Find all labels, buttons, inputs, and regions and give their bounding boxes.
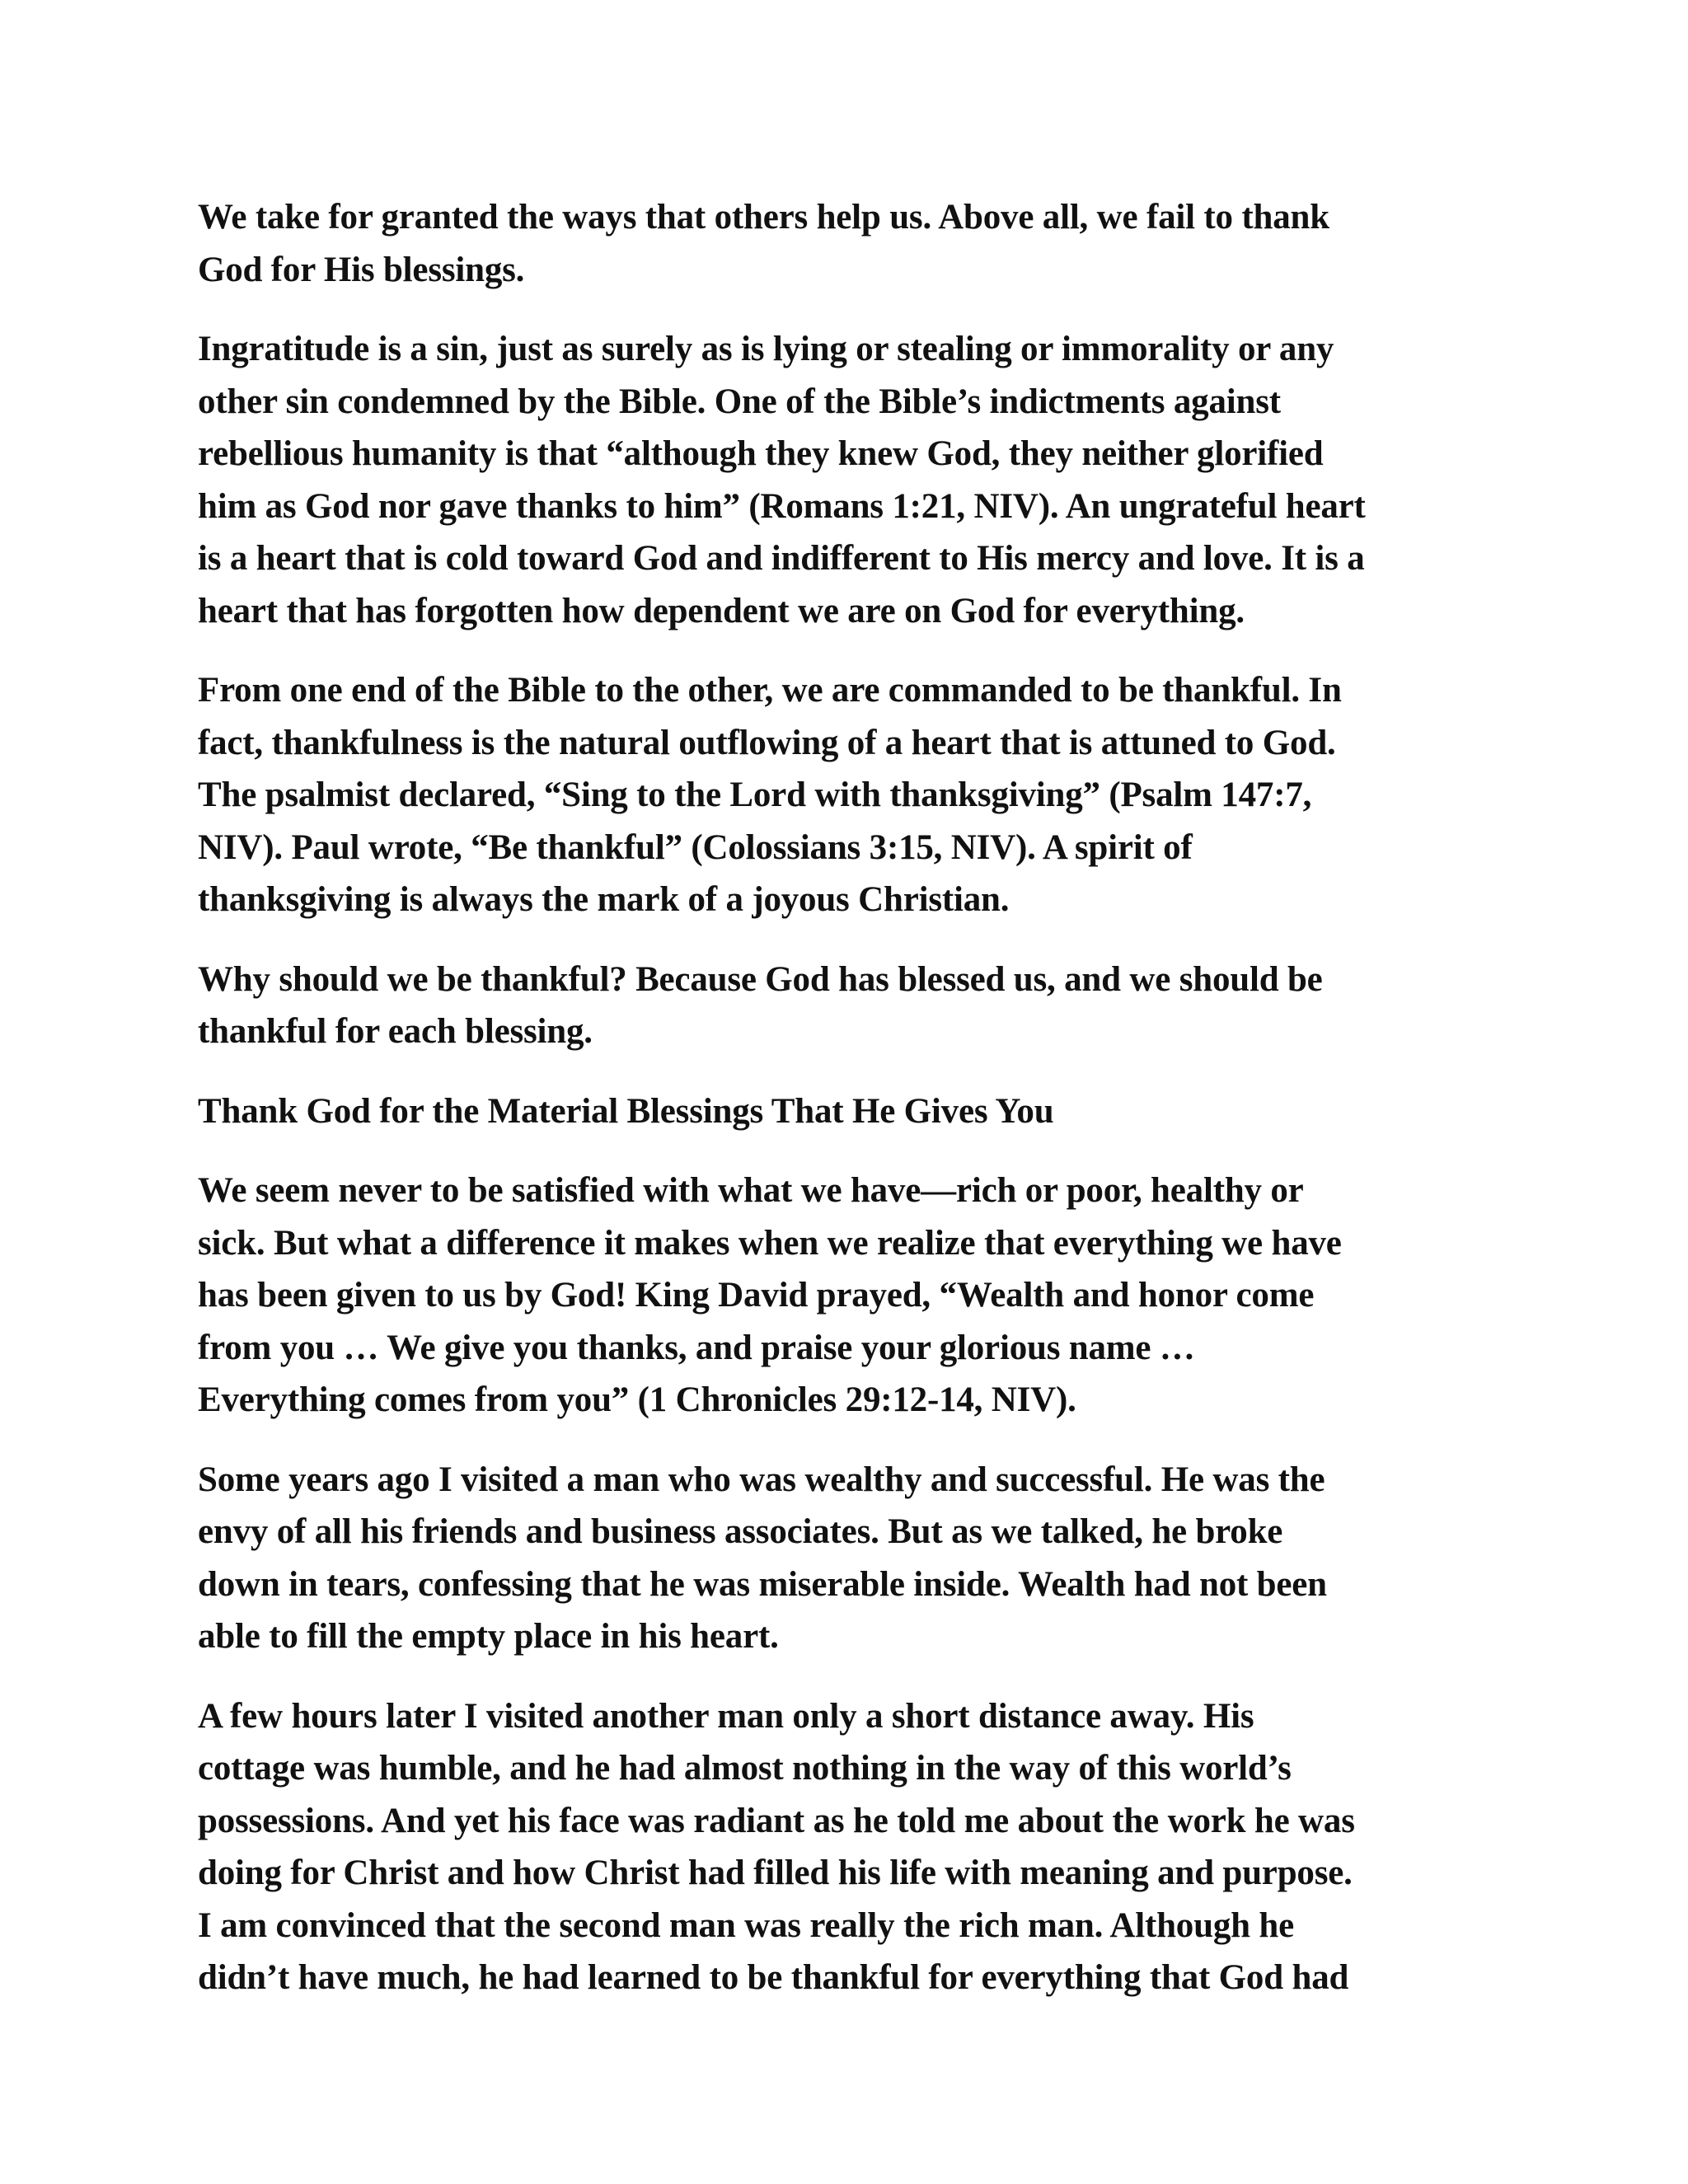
text-line: didn’t have much, he had learned to be thankful for everything that God had — [198, 1958, 1349, 1997]
paragraph-wealthy-man — [198, 1454, 1517, 1663]
paragraph-never-satisfied — [198, 1165, 1517, 1427]
text-line: down in tears, confessing that he was miserable inside. Wealth had not been — [198, 1564, 1327, 1604]
text-line: envy of all his friends and business associates. But as we talked, he broke — [198, 1512, 1283, 1551]
text-line: The psalmist declared, “Sing to the Lord with thanksgiving” (Psalm 147:7, — [198, 776, 1312, 814]
text-line: sick. But what a difference it makes when we realize that everything we have — [198, 1223, 1342, 1263]
text-line: From one end of the Bible to the other, we are commanded to be thankful. In — [198, 671, 1342, 710]
text-line: possessions. And yet his face was radiant as he told me about the work he was — [198, 1801, 1355, 1840]
text-line: thankful for each blessing. — [198, 1012, 593, 1051]
text-line: Some years ago I visited a man who was wealthy and successful. He was the — [198, 1460, 1325, 1499]
heading-text: Thank God for the Material Blessings That He Gives You — [198, 1091, 1054, 1131]
text-line: fact, thankfulness is the natural outflowing of a heart that is attuned to God. — [198, 723, 1336, 762]
text-line: God for His blessings. — [198, 250, 525, 289]
text-line: Ingratitude is a sin, just as surely as is lying or stealing or immorality or any — [198, 330, 1334, 368]
text-line: We take for granted the ways that others help us. Above all, we fail to thank — [198, 198, 1329, 237]
text-line: A few hours later I visited another man only a short distance away. His — [198, 1696, 1254, 1736]
text-line: has been given to us by God! King David prayed, “Wealth and honor come — [198, 1276, 1315, 1315]
paragraph-why-thankful — [198, 954, 1517, 1058]
text-line: Everything comes from you” (1 Chronicles 29:12-14, NIV). — [198, 1380, 1076, 1419]
text-line: We seem never to be satisfied with what we have—rich or poor, healthy or — [198, 1171, 1304, 1210]
text-line: thanksgiving is always the mark of a joyous Christian. — [198, 880, 1010, 919]
text-line: cottage was humble, and he had almost nothing in the way of this world’s — [198, 1749, 1292, 1788]
text-line: able to fill the empty place in his heart. — [198, 1617, 779, 1656]
text-line: other sin condemned by the Bible. One of the Bible’s indictments against — [198, 382, 1281, 421]
section-heading — [198, 1085, 1517, 1138]
paragraph-humble-man — [198, 1690, 1517, 2004]
paragraph-commanded — [198, 664, 1517, 926]
text-line: NIV). Paul wrote, “Be thankful” (Colossians 3:15, NIV). A spirit of — [198, 827, 1193, 867]
text-line: Why should we be thankful? Because God has blessed us, and we should be — [198, 959, 1323, 999]
text-line: rebellious humanity is that “although they knew God, they neither glorified — [198, 434, 1324, 473]
text-line: I am convinced that the second man was really the rich man. Although he — [198, 1905, 1294, 1945]
text-line: doing for Christ and how Christ had filled his life with meaning and purpose. — [198, 1854, 1353, 1892]
text-line: is a heart that is cold toward God and indifferent to His mercy and love. It is a — [198, 539, 1365, 578]
paragraph-ingratitude — [198, 323, 1517, 637]
text-line: from you … We give you thanks, and praise your glorious name … — [198, 1328, 1195, 1367]
document-body — [198, 191, 1517, 2032]
text-line: him as God nor gave thanks to him” (Romans 1:21, NIV). An ungrateful heart — [198, 486, 1366, 526]
paragraph-intro — [198, 191, 1517, 296]
text-line: heart that has forgotten how dependent we are on God for everything. — [198, 591, 1245, 630]
